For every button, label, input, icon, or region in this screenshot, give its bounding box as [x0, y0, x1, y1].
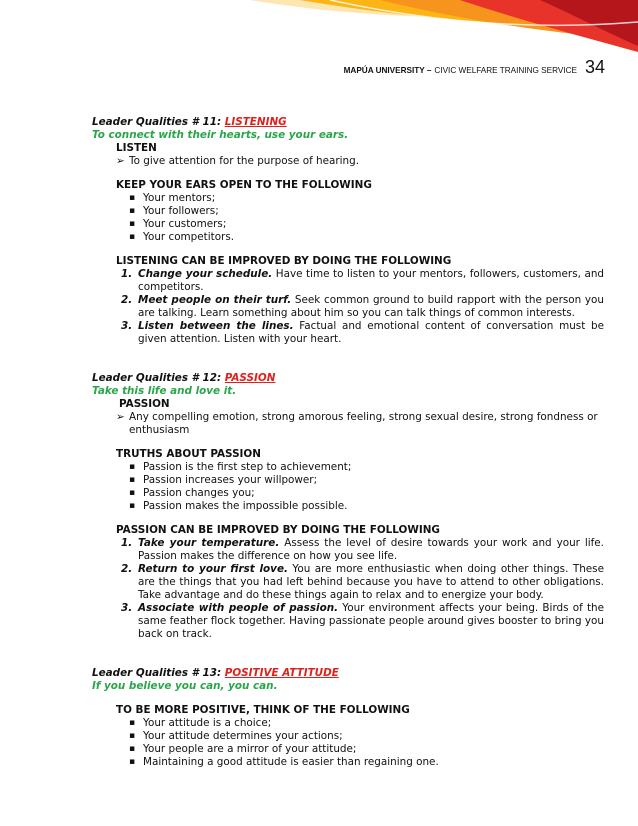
square-bullet-icon: ▪ — [129, 744, 136, 754]
list-item: ▪ Your people are a mirror of your attitude; — [129, 743, 357, 755]
term-label: PASSION — [119, 398, 170, 410]
list-item: 1. Take your temperature. Assess the level of desire towards your work and your life. Passion makes the difference on how you see life. — [121, 537, 604, 562]
list-item: 2. Meet people on their turf. Seek common ground to build rapport with the person you are talking. Learn something about him so you can talk things of common interests. — [121, 294, 604, 319]
bullet-list — [116, 461, 604, 513]
list-item: 3. Listen between the lines. Factual and emotional content of conversation must be given attention. Listen with your heart. — [121, 320, 604, 345]
list-heading: TO BE MORE POSITIVE, THINK OF THE FOLLOWING — [116, 704, 410, 716]
list-item: 2. Return to your first love. You are more enthusiastic when doing other things. These are the things that you had left behind because you have to attend to other obligations. Take advantage and do these things again to relax and to energize your body. — [121, 563, 604, 601]
section-keyword: POSITIVE ATTITUDE — [224, 667, 339, 679]
bullet-list — [116, 192, 604, 244]
arrow-bullet-icon: ➢ — [116, 155, 125, 167]
list-item: ▪ Passion increases your willpower; — [129, 474, 318, 486]
arrow-bullet-icon: ➢ — [116, 411, 125, 423]
list-item: ▪ Passion is the first step to achievement; — [129, 461, 352, 473]
document-body — [92, 116, 604, 769]
list-item: ▪ Maintaining a good attitude is easier than regaining one. — [129, 756, 439, 768]
square-bullet-icon: ▪ — [129, 731, 136, 741]
square-bullet-icon: ▪ — [129, 219, 136, 229]
section-title: Leader Qualities # 12: PASSION — [92, 372, 276, 384]
square-bullet-icon: ▪ — [129, 488, 136, 498]
definition: ➢ Any compelling emotion, strong amorous feeling, strong sexual desire, strong fondness or enthusiasm — [116, 411, 598, 436]
list-item: ▪ Your followers; — [129, 205, 219, 217]
list-item: ▪ Passion changes you; — [129, 487, 255, 499]
square-bullet-icon: ▪ — [129, 232, 136, 242]
department-name: CIVIC WELFARE TRAINING SERVICE — [434, 66, 577, 75]
list-item: ▪ Your attitude is a choice; — [129, 717, 272, 729]
list-heading: KEEP YOUR EARS OPEN TO THE FOLLOWING — [116, 179, 372, 191]
list-item: ▪ Your competitors. — [129, 231, 235, 243]
list-item: ▪ Your attitude determines your actions; — [129, 730, 343, 742]
list-item: ▪ Your customers; — [129, 218, 227, 230]
list-item: ▪ Your mentors; — [129, 192, 216, 204]
university-name: MAPÚA UNIVERSITY – — [343, 66, 432, 75]
section-listening — [92, 116, 604, 346]
definition: ➢ To give attention for the purpose of hearing. — [116, 155, 360, 167]
bullet-list — [116, 717, 604, 769]
section-motto: To connect with their hearts, use your ears. — [92, 129, 349, 141]
list-item: ▪ Passion makes the impossible possible. — [129, 500, 348, 512]
square-bullet-icon: ▪ — [129, 501, 136, 511]
list-item: 1. Change your schedule. Have time to listen to your mentors, followers, customers, and competitors. — [121, 268, 604, 293]
section-motto: Take this life and love it. — [92, 385, 237, 397]
page-number: 34 — [584, 57, 605, 77]
section-motto: If you believe you can, you can. — [92, 680, 278, 692]
square-bullet-icon: ▪ — [129, 475, 136, 485]
square-bullet-icon: ▪ — [129, 462, 136, 472]
list-item: 3. Associate with people of passion. Your environment affects your being. Birds of the same feather flock together. Having passionate people around gives booster to bring you back on track. — [121, 602, 604, 640]
square-bullet-icon: ▪ — [129, 718, 136, 728]
header-swoosh-decoration — [0, 0, 638, 60]
page-header — [344, 57, 605, 78]
square-bullet-icon: ▪ — [129, 757, 136, 767]
section-passion — [92, 372, 604, 641]
section-title: Leader Qualities # 13: POSITIVE ATTITUDE — [92, 667, 339, 679]
section-positive-attitude — [92, 667, 604, 769]
improve-heading: LISTENING CAN BE IMPROVED BY DOING THE FOLLOWING — [116, 255, 452, 267]
section-keyword: PASSION — [224, 372, 276, 384]
section-title: Leader Qualities # 11: LISTENING — [92, 116, 287, 128]
improve-heading: PASSION CAN BE IMPROVED BY DOING THE FOLLOWING — [116, 524, 440, 536]
square-bullet-icon: ▪ — [129, 206, 136, 216]
square-bullet-icon: ▪ — [129, 193, 136, 203]
numbered-list — [116, 537, 604, 641]
list-heading: TRUTHS ABOUT PASSION — [116, 448, 261, 460]
section-keyword: LISTENING — [224, 116, 287, 128]
numbered-list — [116, 268, 604, 346]
term-label: LISTEN — [116, 142, 157, 154]
